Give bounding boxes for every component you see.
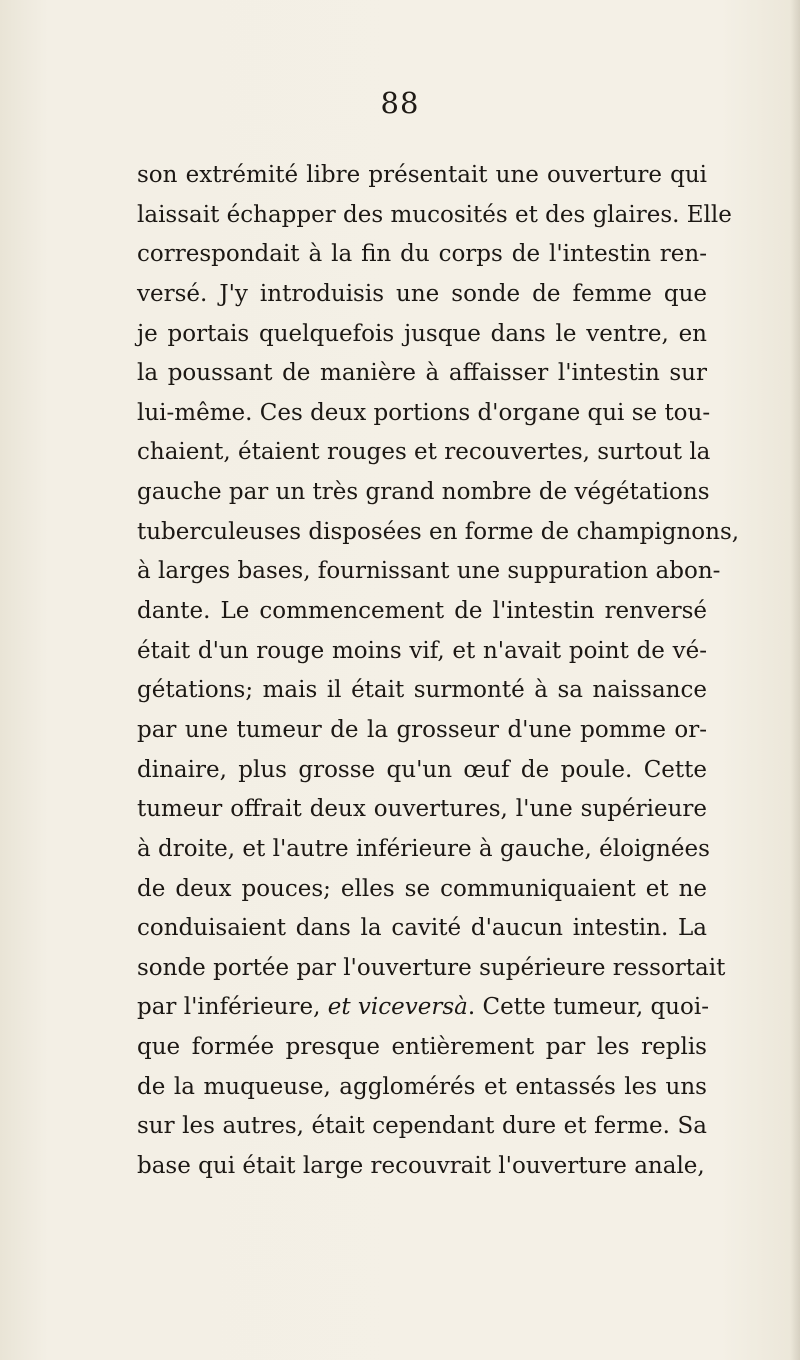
text-line: gétations; mais il était surmonté à sa naissance [137,677,707,704]
text-line: était d'un rouge moins vif, et n'avait point de vé- [137,637,707,664]
text-line: dante. Le commencement de l'intestin renversé [137,598,707,625]
text-line: conduisaient dans la cavité d'aucun intestin. La [137,915,707,942]
text-line: laissait échapper des mucosités et des glaires. Elle [137,201,732,228]
text-line: par une tumeur de la grosseur d'une pomme or- [137,716,707,743]
text-line: base qui était large recouvrait l'ouverture anale, [137,1153,705,1180]
italic-phrase: et viceversà [327,994,468,1021]
text-line: dinaire, plus grosse qu'un œuf de poule. Cette [137,756,707,783]
text-line: chaient, étaient rouges et recouvertes, surtout la [137,439,711,466]
text-line: gauche par un très grand nombre de végétations [137,479,710,506]
text-line: de deux pouces; elles se communiquaient et ne [137,875,707,902]
text-line: sur les autres, était cependant dure et ferme. Sa [137,1113,707,1140]
text-line: versé. J'y introduisis une sonde de femme que [137,280,707,307]
text-line-with-italic [137,988,707,1028]
text-line: correspondait à la fin du corps de l'intestin ren- [137,241,707,268]
page-edge-shadow [790,0,800,1360]
text-line: de la muqueuse, agglomérés et entassés les uns [137,1073,707,1100]
text-line: à larges bases, fournissant une suppuration abon- [137,558,721,585]
text-line: sonde portée par l'ouverture supérieure ressortait [137,954,726,981]
text-line: que formée presque entièrement par les replis [137,1034,707,1061]
line-segment: . Cette tumeur, quoi- [467,994,709,1021]
text-line: à droite, et l'autre inférieure à gauche, éloignées [137,835,710,862]
text-line: la poussant de manière à affaisser l'intestin sur [137,360,707,387]
text-line: lui-même. Ces deux portions d'organe qui se tou- [137,399,711,426]
text-line: je portais quelquefois jusque dans le ventre, en [137,320,707,347]
text-line: son extrémité libre présentait une ouverture qui [137,162,707,188]
line-segment: par l'inférieure, [137,994,328,1021]
page-number: 88 [380,86,420,120]
text-line: tuberculeuses disposées en forme de champignons, [137,518,740,545]
body-text [137,156,740,1187]
text-line: tumeur offrait deux ouvertures, l'une supérieure [137,796,707,823]
